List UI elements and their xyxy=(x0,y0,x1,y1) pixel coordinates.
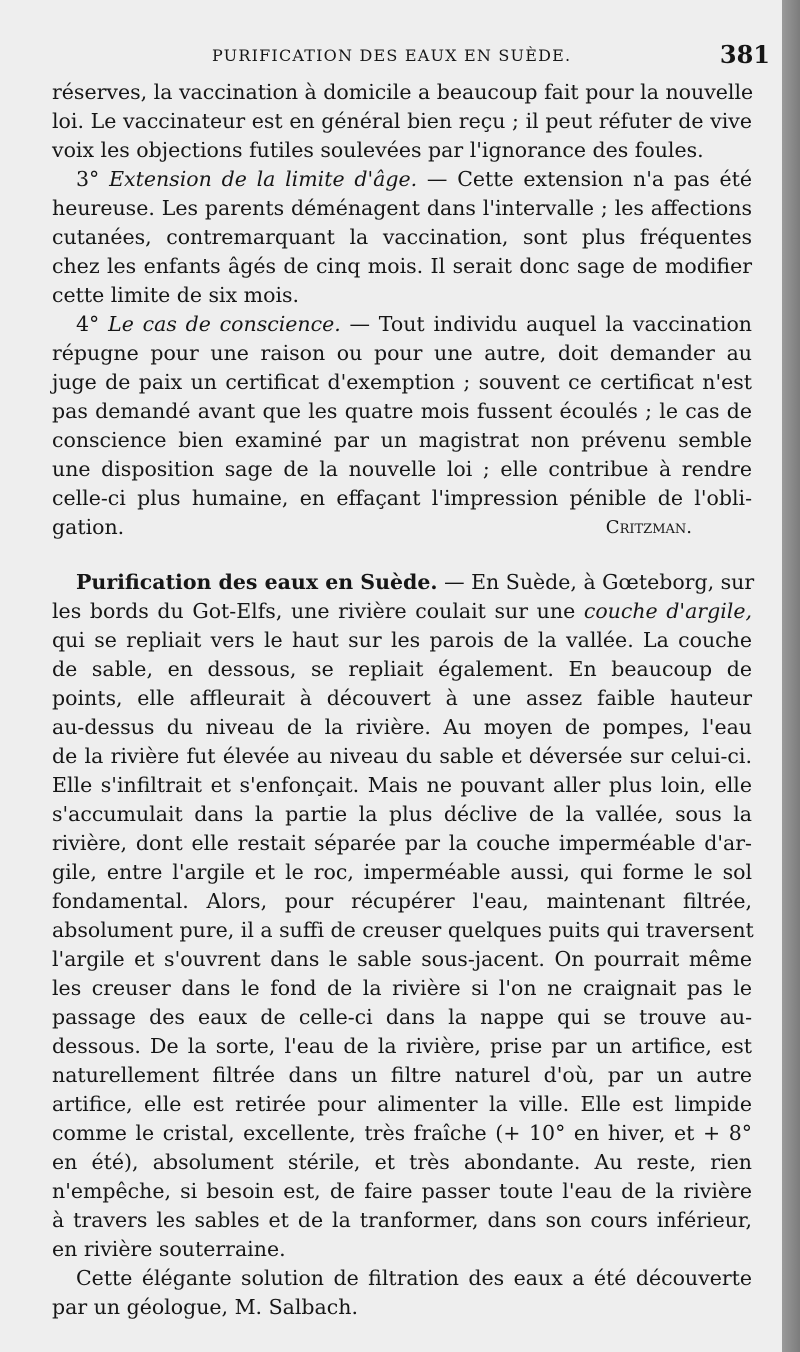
text-span: — Cette extension n'a pas été xyxy=(426,167,752,191)
text-line: artifice, elle est retirée pour alimenter la ville. Elle est limpide xyxy=(52,1092,752,1116)
running-title: PURIFICATION DES EAUX EN SUÈDE. xyxy=(212,46,572,65)
item-3-heading-line xyxy=(52,165,752,194)
text-line: gile, entre l'argile et le roc, imperméable aussi, qui forme le sol xyxy=(52,860,752,884)
section-heading: Purification des eaux en Suède. xyxy=(76,570,438,594)
text-line: répugne pour une raison ou pour une autre, doit demander au xyxy=(52,341,752,365)
text-line: loi. Le vaccinateur est en général bien reçu ; il peut réfuter de vive xyxy=(52,109,752,133)
text-line: une disposition sage de la nouvelle loi ; elle contribue à rendre xyxy=(52,457,752,481)
item-title: Le cas de conscience. xyxy=(108,312,341,336)
text-line: de la rivière fut élevée au niveau du sable et déversée sur celui-ci. xyxy=(52,744,752,768)
text-line: dessous. De la sorte, l'eau de la rivière, prise par un artifice, est xyxy=(52,1034,752,1058)
text-line: cutanées, contremarquant la vaccination, sont plus fréquentes xyxy=(52,225,752,249)
text-span: les bords du Got-Elfs, une rivière coulait sur une xyxy=(52,599,576,623)
text-line: conscience bien examiné par un magistrat non prévenu semble xyxy=(52,428,752,452)
text-line: cette limite de six mois. xyxy=(52,283,300,307)
text-line: l'argile et s'ouvrent dans le sable sous-jacent. On pourrait même xyxy=(52,947,752,971)
item-number: 3° xyxy=(76,167,100,191)
text-line: rivière, dont elle restait séparée par la couche imperméable d'ar- xyxy=(52,831,752,855)
text-line: comme le cristal, excellente, très fraîche (+ 10° en hiver, et + 8° xyxy=(52,1121,752,1145)
text-line: juge de paix un certificat d'exemption ; souvent ce certificat n'est xyxy=(52,370,752,394)
text-line: heureuse. Les parents déménagent dans l'intervalle ; les affections xyxy=(52,196,752,220)
running-header xyxy=(52,40,770,74)
text-span: — En Suède, à Gœteborg, sur xyxy=(444,570,755,594)
text-line: celle-ci plus humaine, en effaçant l'impression pénible de l'obli- xyxy=(52,486,752,510)
text-line: par un géologue, M. Salbach. xyxy=(52,1295,358,1319)
author-signature: Critzman. xyxy=(605,517,692,538)
text-line: pas demandé avant que les quatre mois fussent écoulés ; le cas de xyxy=(52,399,752,423)
text-line: réserves, la vaccination à domicile a beaucoup fait pour la nouvelle xyxy=(52,80,754,104)
text-line: voix les objections futiles soulevées par l'ignorance des foules. xyxy=(52,138,704,162)
text-line: les creuser dans le fond de la rivière si l'on ne craignait pas le xyxy=(52,976,752,1000)
text-line: Cette élégante solution de filtration des eaux a été découverte xyxy=(76,1266,752,1290)
page-number: 381 xyxy=(719,40,770,69)
text-span: gation. xyxy=(52,515,125,539)
text-line: passage des eaux de celle-ci dans la nappe qui se trouve au- xyxy=(52,1005,752,1029)
text-line: en rivière souterraine. xyxy=(52,1237,286,1261)
text-line: à travers les sables et de la tranformer, dans son cours inférieur, xyxy=(52,1208,752,1232)
item-title: Extension de la limite d'âge. xyxy=(109,167,418,191)
text-line xyxy=(52,597,752,626)
text-line: en été), absolument stérile, et très abondante. Au reste, rien xyxy=(52,1150,752,1174)
text-span: — Tout individu auquel la vaccination xyxy=(349,312,752,336)
item-number: 4° xyxy=(76,312,100,336)
text-line: n'empêche, si besoin est, de faire passer toute l'eau de la rivière xyxy=(52,1179,752,1203)
item-4-heading-line xyxy=(52,310,752,339)
signature-line xyxy=(52,513,752,542)
section-gap xyxy=(52,542,752,568)
page-edge-shadow xyxy=(782,0,800,1352)
text-line: de sable, en dessous, se repliait également. En beaucoup de xyxy=(52,657,752,681)
text-line: qui se repliait vers le haut sur les parois de la vallée. La couche xyxy=(52,628,752,652)
text-line: points, elle affleurait à découvert à une assez faible hauteur xyxy=(52,686,752,710)
text-line: absolument pure, il a suffi de creuser quelques puits qui traversent xyxy=(52,918,754,942)
text-line: Elle s'infiltrait et s'enfonçait. Mais ne pouvant aller plus loin, elle xyxy=(52,773,752,797)
text-line: naturellement filtrée dans un filtre naturel d'où, par un autre xyxy=(52,1063,752,1087)
body-text xyxy=(52,78,755,1322)
section-heading-line xyxy=(52,568,755,597)
text-line: fondamental. Alors, pour récupérer l'eau, maintenant filtrée, xyxy=(52,889,752,913)
text-line: s'accumulait dans la partie la plus déclive de la vallée, sous la xyxy=(52,802,752,826)
text-line: chez les enfants âgés de cinq mois. Il serait donc sage de modifier xyxy=(52,254,752,278)
italic-span: couche d'argile, xyxy=(583,599,752,623)
text-line: au-dessus du niveau de la rivière. Au moyen de pompes, l'eau xyxy=(52,715,752,739)
